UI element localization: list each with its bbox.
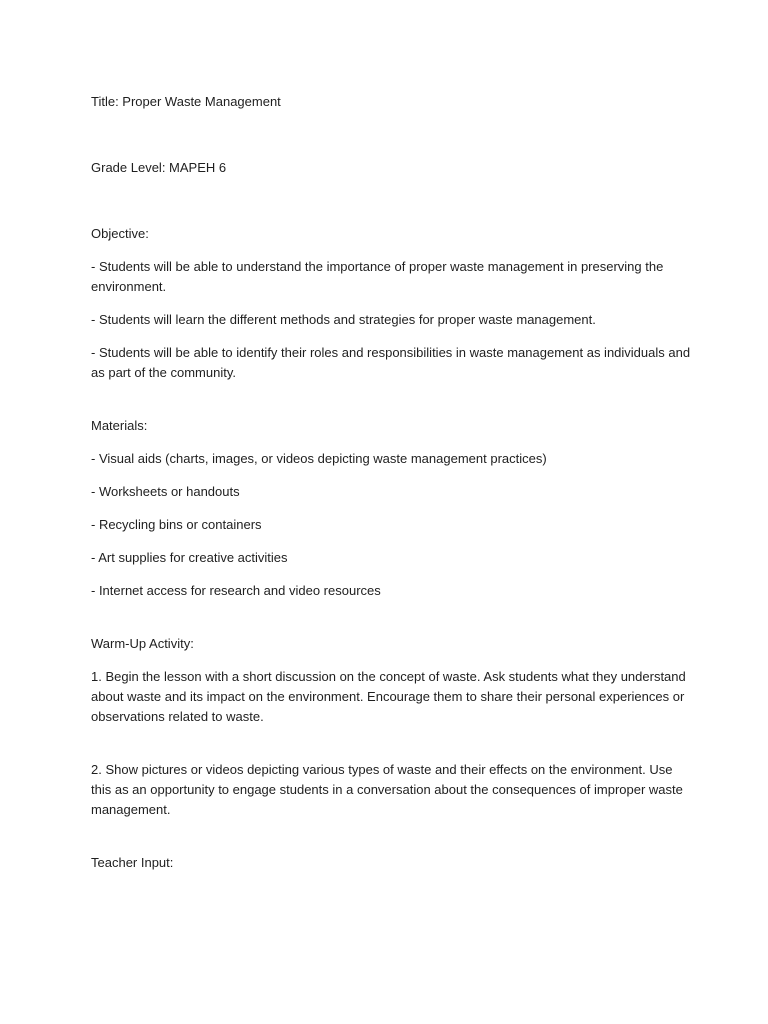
document-title: Title: Proper Waste Management: [91, 94, 281, 109]
objective-heading: Objective:: [91, 226, 149, 241]
materials-item: - Worksheets or handouts: [91, 484, 240, 499]
materials-item: - Visual aids (charts, images, or videos depicting waste management practices): [91, 451, 547, 466]
objective-item: - Students will be able to identify their roles and responsibilities in waste management as individuals and as part of the community.: [91, 345, 691, 380]
objective-item: - Students will be able to understand the importance of proper waste management in preserving the environment.: [91, 259, 664, 294]
warmup-paragraph: 2. Show pictures or videos depicting various types of waste and their effects on the environment. Use this as an opportunity to engage students in a conversation about the consequences of improper waste management.: [91, 762, 683, 817]
materials-heading: Materials:: [91, 418, 148, 433]
teacher-input-heading: Teacher Input:: [91, 855, 174, 870]
materials-item: - Recycling bins or containers: [91, 517, 262, 532]
objective-item: - Students will learn the different methods and strategies for proper waste management.: [91, 312, 596, 327]
materials-item: - Art supplies for creative activities: [91, 550, 288, 565]
materials-item: - Internet access for research and video resources: [91, 583, 381, 598]
warmup-heading: Warm-Up Activity:: [91, 636, 194, 651]
warmup-paragraph: 1. Begin the lesson with a short discussion on the concept of waste. Ask students what they understand about waste and its impact on the environment. Encourage them to share their personal experiences or observations related to waste.: [91, 669, 686, 724]
document-body: [91, 92, 691, 886]
grade-level: Grade Level: MAPEH 6: [91, 160, 227, 175]
